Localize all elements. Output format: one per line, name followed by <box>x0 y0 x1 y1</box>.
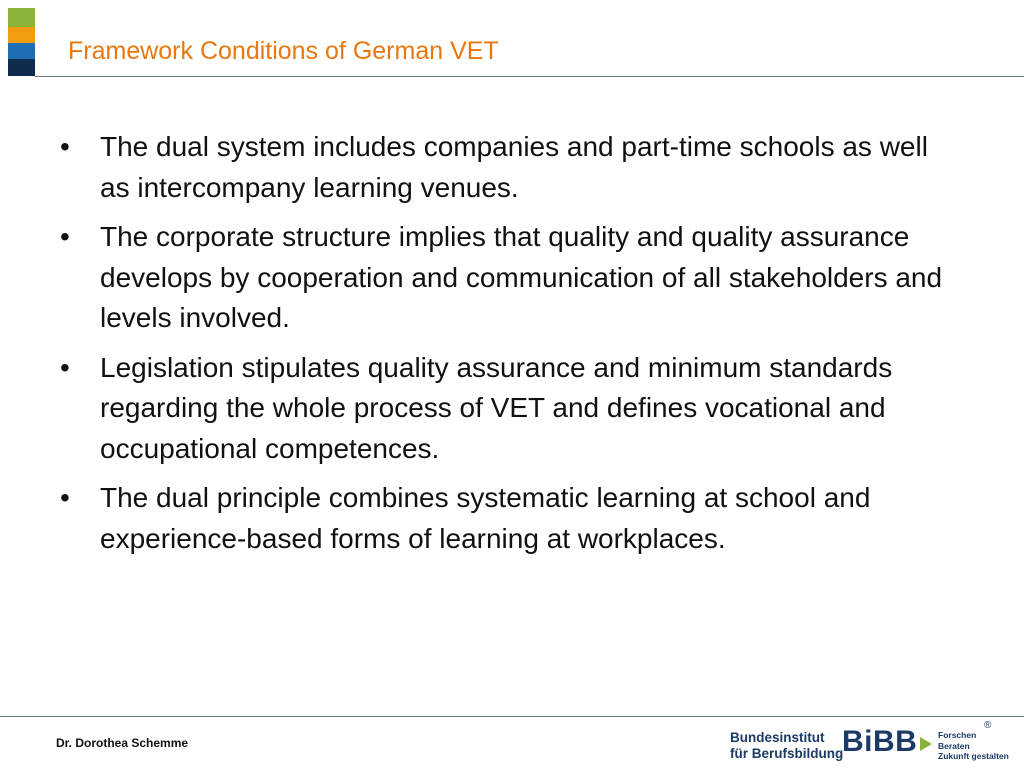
logo-institute-line: für Berufsbildung <box>730 746 844 761</box>
author-name: Dr. Dorothea Schemme <box>56 736 189 750</box>
accent-stripe-blue <box>8 43 35 59</box>
logo-motto <box>938 730 1009 762</box>
title-divider <box>35 76 1024 77</box>
bullet-item <box>60 127 960 208</box>
accent-stripe-orange <box>8 27 35 43</box>
accent-stripe-green <box>8 8 35 27</box>
bullet-marker: • <box>60 131 70 162</box>
bullet-text: The dual system includes companies and part-time schools as well as intercompany learning venues. <box>100 131 928 203</box>
bullet-marker: • <box>60 221 70 252</box>
bullet-marker: • <box>60 482 70 513</box>
logo-motto-line: Zukunft gestalten <box>938 751 1009 761</box>
footer-divider <box>0 716 1024 717</box>
logo-institute-line: Bundesinstitut <box>730 730 825 745</box>
bibb-logo <box>730 722 1020 766</box>
bullet-item <box>60 348 960 470</box>
bullet-list <box>60 127 960 568</box>
bullet-item <box>60 478 960 559</box>
slide-title: Framework Conditions of German VET <box>68 37 499 65</box>
bullet-text: The dual principle combines systematic learning at school and experience-based forms of learning at workplaces. <box>100 482 871 554</box>
bullet-item <box>60 217 960 339</box>
logo-motto-line: Forschen <box>938 730 977 740</box>
bullet-text: The corporate structure implies that quality and quality assurance develops by cooperation and communication of all stakeholders and levels involved. <box>100 221 943 333</box>
logo-acronym: BiBB <box>842 725 918 758</box>
play-triangle-icon <box>920 737 932 751</box>
logo-motto-line: Beraten <box>938 740 970 751</box>
registered-mark: ® <box>984 720 992 731</box>
accent-stripe-navy <box>8 59 35 76</box>
bullet-marker: • <box>60 351 70 383</box>
bullet-text: Legislation stipulates quality assurance and minimum standards regarding the whole process of VET and defines vocational and occupational competences. <box>100 351 893 464</box>
logo-institute-name <box>730 730 843 762</box>
